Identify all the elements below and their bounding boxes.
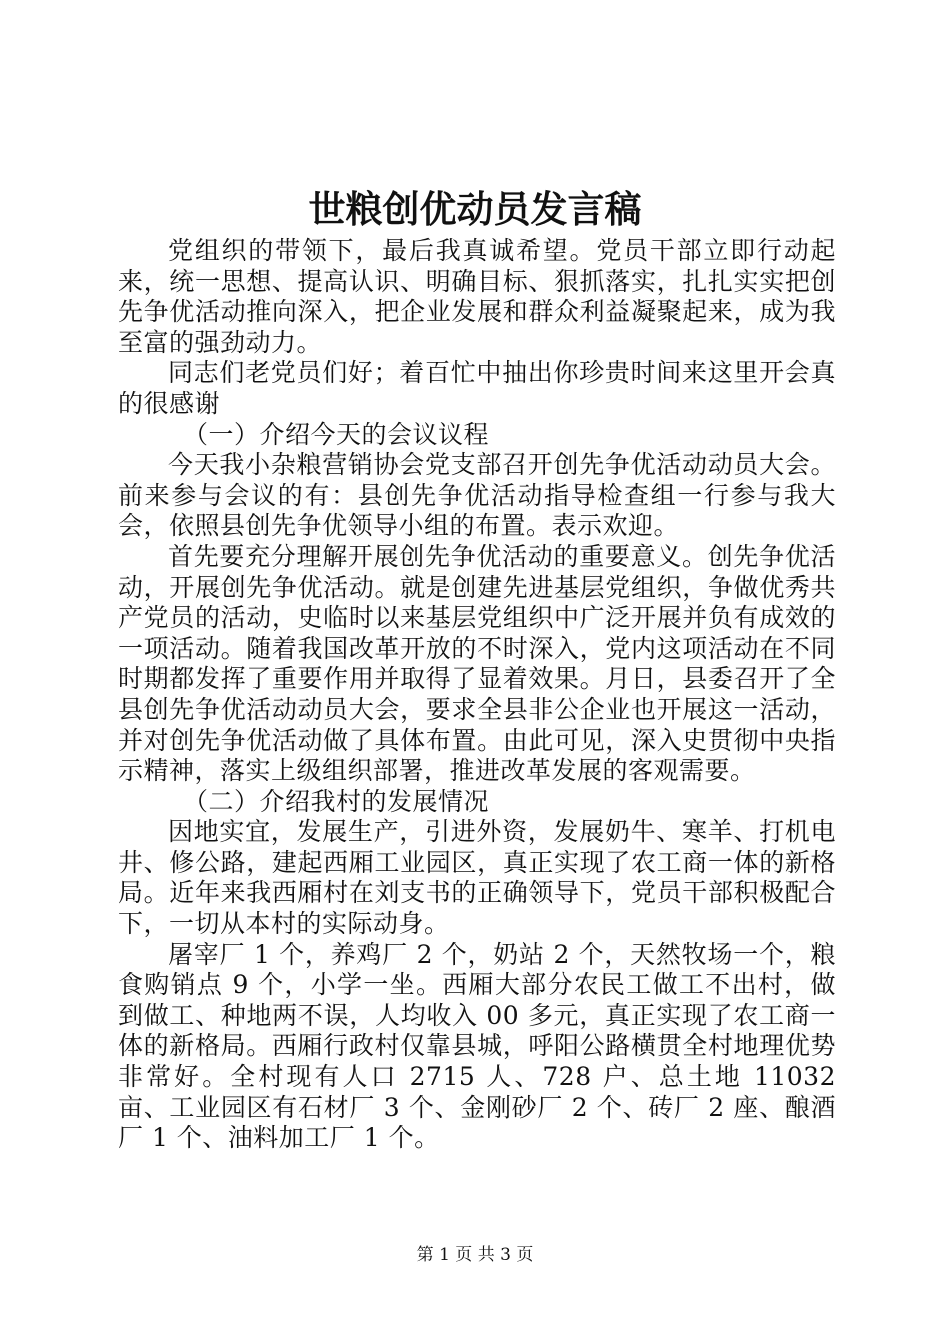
paragraph: 同志们老党员们好；着百忙中抽出你珍贵时间来这里开会真的很感谢	[118, 358, 836, 418]
paragraph: 屠宰厂 1 个，养鸡厂 2 个，奶站 2 个，天然牧场一个，粮食购销点 9 个，小学一坐。西厢大部分农民工做工不出村，做到做工、种地两不误，人均收入 00 多元，真正实现了农工商一体的新格局。西厢行政村仅靠县城，呼阳公路横贯全村地理优势非常好。全村现有人口 2715 人、728 户、总土地 11032 亩、工业园区有石材厂 3 个、金刚砂厂 2 个、砖厂 2 座、酿酒厂 1 个、油料加工厂 1 个。	[118, 939, 836, 1153]
document-title: 世粮创优动员发言稿	[308, 187, 642, 231]
section-heading: （二）介绍我村的发展情况	[183, 786, 490, 816]
section-heading: （一）介绍今天的会议议程	[183, 419, 490, 449]
paragraph: 党组织的带领下，最后我真诚希望。党员干部立即行动起来，统一思想、提高认识、明确目标、狠抓落实，扎扎实实把创先争优活动推向深入，把企业发展和群众利益凝聚起来，成为我至富的强劲动力。	[118, 236, 836, 357]
page-footer: 第 1 页 共 3 页	[416, 1245, 534, 1265]
paragraph: 今天我小杂粮营销协会党支部召开创先争优活动动员大会。前来参与会议的有：县创先争优活动指导检查组一行参与我大会，依照县创先争优领导小组的布置。表示欢迎。	[118, 450, 836, 541]
paragraph: 首先要充分理解开展创先争优活动的重要意义。创先争优活动，开展创先争优活动。就是创建先进基层党组织，争做优秀共产党员的活动，史临时以来基层党组织中广泛开展并负有成效的一项活动。随着我国改革开放的不时深入，党内这项活动在不同时期都发挥了重要作用并取得了显着效果。月日，县委召开了全县创先争优活动动员大会，要求全县非公企业也开展这一活动，并对创先争优活动做了具体布置。由此可见，深入史贯彻中央指示精神，落实上级组织部署，推进改革发展的客观需要。	[118, 541, 836, 786]
document-body	[118, 236, 836, 1154]
paragraph: 因地实宜，发展生产，引进外资，发展奶牛、寒羊、打机电井、修公路，建起西厢工业园区，真正实现了农工商一体的新格局。近年来我西厢村在刘支书的正确领导下，党员干部积极配合下，一切从本村的实际动身。	[118, 817, 836, 939]
